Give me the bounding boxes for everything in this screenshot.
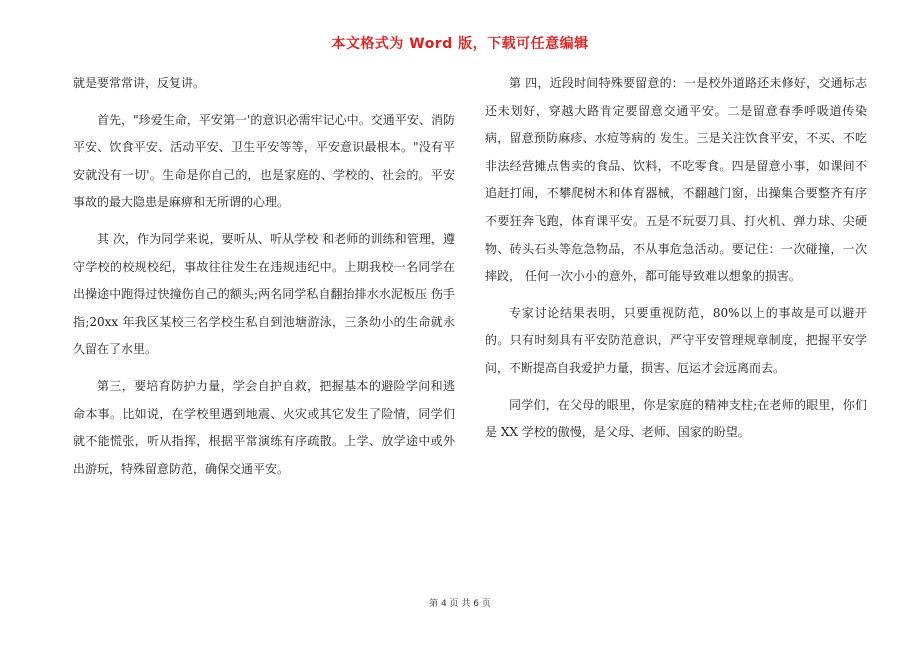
paragraph: 专家讨论结果表明，只要重视防范，80%以上的事故是可以避开的。只有时刻具有平安防范意识，严守平安管理规章制度，把握平安学问，不断提高自我爱护力量，损害、厄运才会远离而去。 [485,305,867,375]
page-number: 第 4 页 共 6 页 [429,599,491,609]
paragraph: 第 四，近段时间特殊要留意的：一是校外道路还未修好，交通标志还未划好，穿越大路肯定要留意交通平安。二是留意春季呼吸道传染病，留意预防麻疹、水痘等病的 发生。三是关注饮食平安，不买、不吃非法经营摊点售卖的食品、饮料，不吃零食。四是留意小事，如课间不追赶打闹，不攀爬树木和体育器械，不翻越门窗，出操集合要整齐有序不要狂奔飞跑，体育课平安。五是不玩耍刀具、打火机、弹力球、尖硬物、砖头石头等危急物品，不从事危急活动。要记住：一次碰撞，一次摔跤， 任何一次小小的意外，都可能导致难以想象的损害。 [485,76,867,284]
right-column [485,70,867,456]
paragraph: 同学们，在父母的眼里，你是家庭的精神支柱;在老师的眼里，你们是 XX 学校的傲慢，是父母、老师、国家的盼望。 [485,397,867,440]
paragraph: 其 次，作为同学来说，要听从、听从学校 和老师的训练和管理，遵守学校的校规校纪，事故往往发生在违规违纪中。上期我校一名同学在出操途中跑得过快撞伤自己的额头;两名同学私自翻抬排水水泥板压 伤手指;20xx 年我区某校三名学校生私自到池塘游泳，三条幼小的生命就永久留在了水里。 [73,231,455,357]
paragraph: 第三，要培育防护力量，学会自护自救，把握基本的避险学问和逃命本事。比如说，在学校里遇到地震、火灾或其它发生了险情，同学们就不能慌张，听从指挥，根据平常演练有序疏散。上学、放学途中或外出游玩，特殊留意防范，确保交通平安。 [73,378,455,476]
paragraph: 首先，"珍爱生命，平安第一'的意识必需牢记心中。交通平安、消防平安、饮食平安、活动平安、卫生平安等等，平安意识最根本。"没有平安就没有一切'。生命是你自己的，也是家庭的、学校的、社会的。平安事故的最大隐患是麻痹和无所谓的心理。 [73,112,455,210]
left-column [73,70,455,492]
paragraph: 就是要常常讲，反复讲。 [73,76,206,90]
document-header-title: 本文格式为 Word 版，下载可任意编辑 [331,36,589,52]
